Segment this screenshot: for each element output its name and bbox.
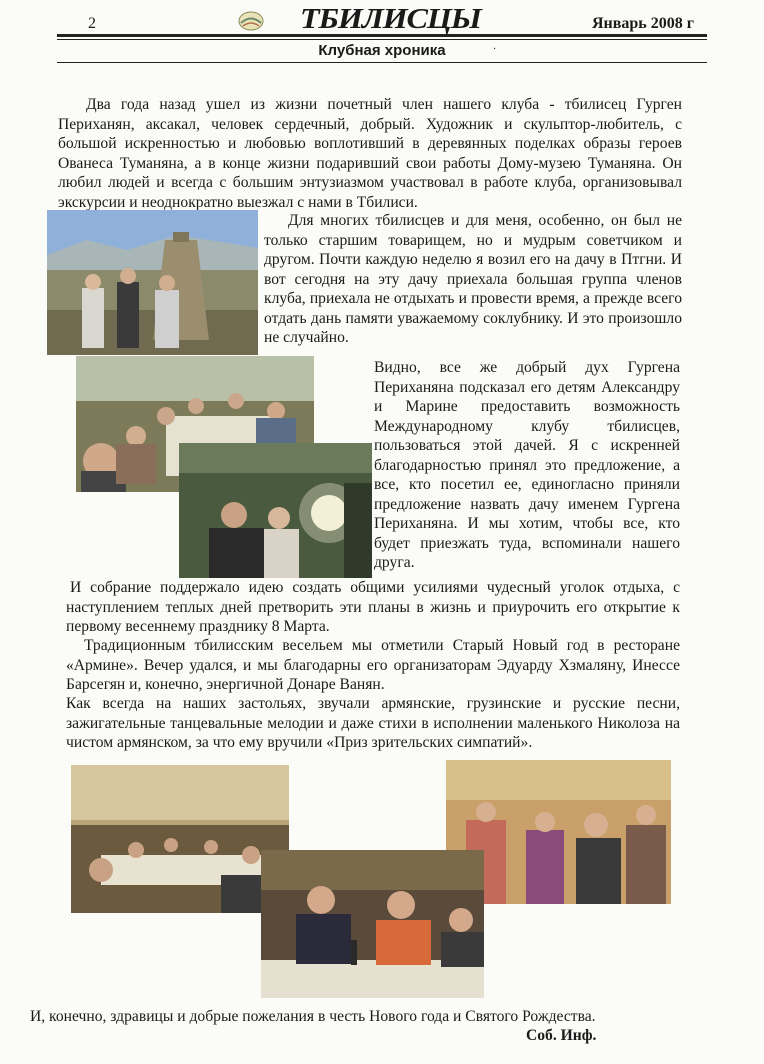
- photo-monument-group: [47, 210, 258, 355]
- photo-dacha-candles: [179, 443, 372, 578]
- header-rule-thin: [57, 39, 707, 40]
- paragraph-memories: Для многих тбилисцев и для меня, особенно, он был не только старшим товарищем, но и мудрым советчиком и другом. Почти каждую неделю я возил его на дачу в Птгни. И вот сегодня на эту дачу приехала большая группа членов клуба, приехала не отдыхать и провести время, а прежде всего отдать дань памяти уважаемому соклубнику. И это произошло не случайно.: [264, 212, 682, 346]
- paragraph-new-year: Традиционным тбилисским весельем мы отметили Старый Новый год в ресторане «Армине». Вечер удался, и мы благодарны его организаторам Эдуарду Хзмаляну, Инессе Барсегян и, конечно, энергичной Донаре Ванян.: [66, 637, 680, 693]
- club-logo-icon: [236, 10, 266, 32]
- masthead-title: ТБИЛИСЦЫ: [300, 4, 481, 35]
- paragraph-songs: Как всегда на наших застольях, звучали армянские, грузинские и русские песни, зажигательные танцевальные мелодии и даже стихи в исполнении маленького Николоза на чистом армянском, за что ему вручили «Приз зрительских симпатий».: [66, 695, 680, 751]
- issue-date: Январь 2008 г: [591, 15, 694, 32]
- section-rule: [57, 62, 707, 63]
- section-title: Клубная хроника: [318, 42, 446, 59]
- header-rule: [57, 34, 707, 37]
- paragraph-resort-idea: И собрание поддержало идею создать общими усилиями чудесный уголок отдыха, с наступлением теплых дней претворить эти планы в жизнь и приурочить его открытие к первому весеннему празднику 8 Марта.: [66, 579, 680, 635]
- paragraph-dacha-name: Видно, все же добрый дух Гургена Периханяна подсказал его детям Александру и Марине предоставить возможность Международному клубу тбилисцев, пользоваться этой дачей. Я с искренней благодарностью принял это предложение, а все, кто посетил ее, единогласно приняли предложение назвать дачу именем Гургена Периханяна. И мы хотим, чтобы все, кто будет приезжать туда, вспоминали нашего друга.: [374, 359, 680, 571]
- photo-restaurant-table: [261, 850, 484, 998]
- signature: Соб. Инф.: [526, 1027, 597, 1044]
- page-number: 2: [88, 15, 96, 32]
- photo-restaurant-hall: [71, 765, 289, 913]
- decorative-dot: ·: [493, 44, 497, 55]
- closing-line: И, конечно, здравицы и добрые пожелания в честь Нового года и Святого Рождества.: [30, 1008, 596, 1025]
- paragraph-intro: Два года назад ушел из жизни почетный член нашего клуба - тбилисец Гурген Периханян, аксакал, человек сердечный, добрый. Художник и скульптор-любитель, с большой искренностью и любовью воплотивший в деревянных поделках образы героев Ованеса Туманяна, а в конце жизни подаривший свои работы Дому-музею Туманяна. Он любил людей и всегда с большим энтузиазмом участвовал в работе клуба, организовывал экскурсии и неоднократно выезжал с нами в Тбилиси.: [58, 96, 682, 211]
